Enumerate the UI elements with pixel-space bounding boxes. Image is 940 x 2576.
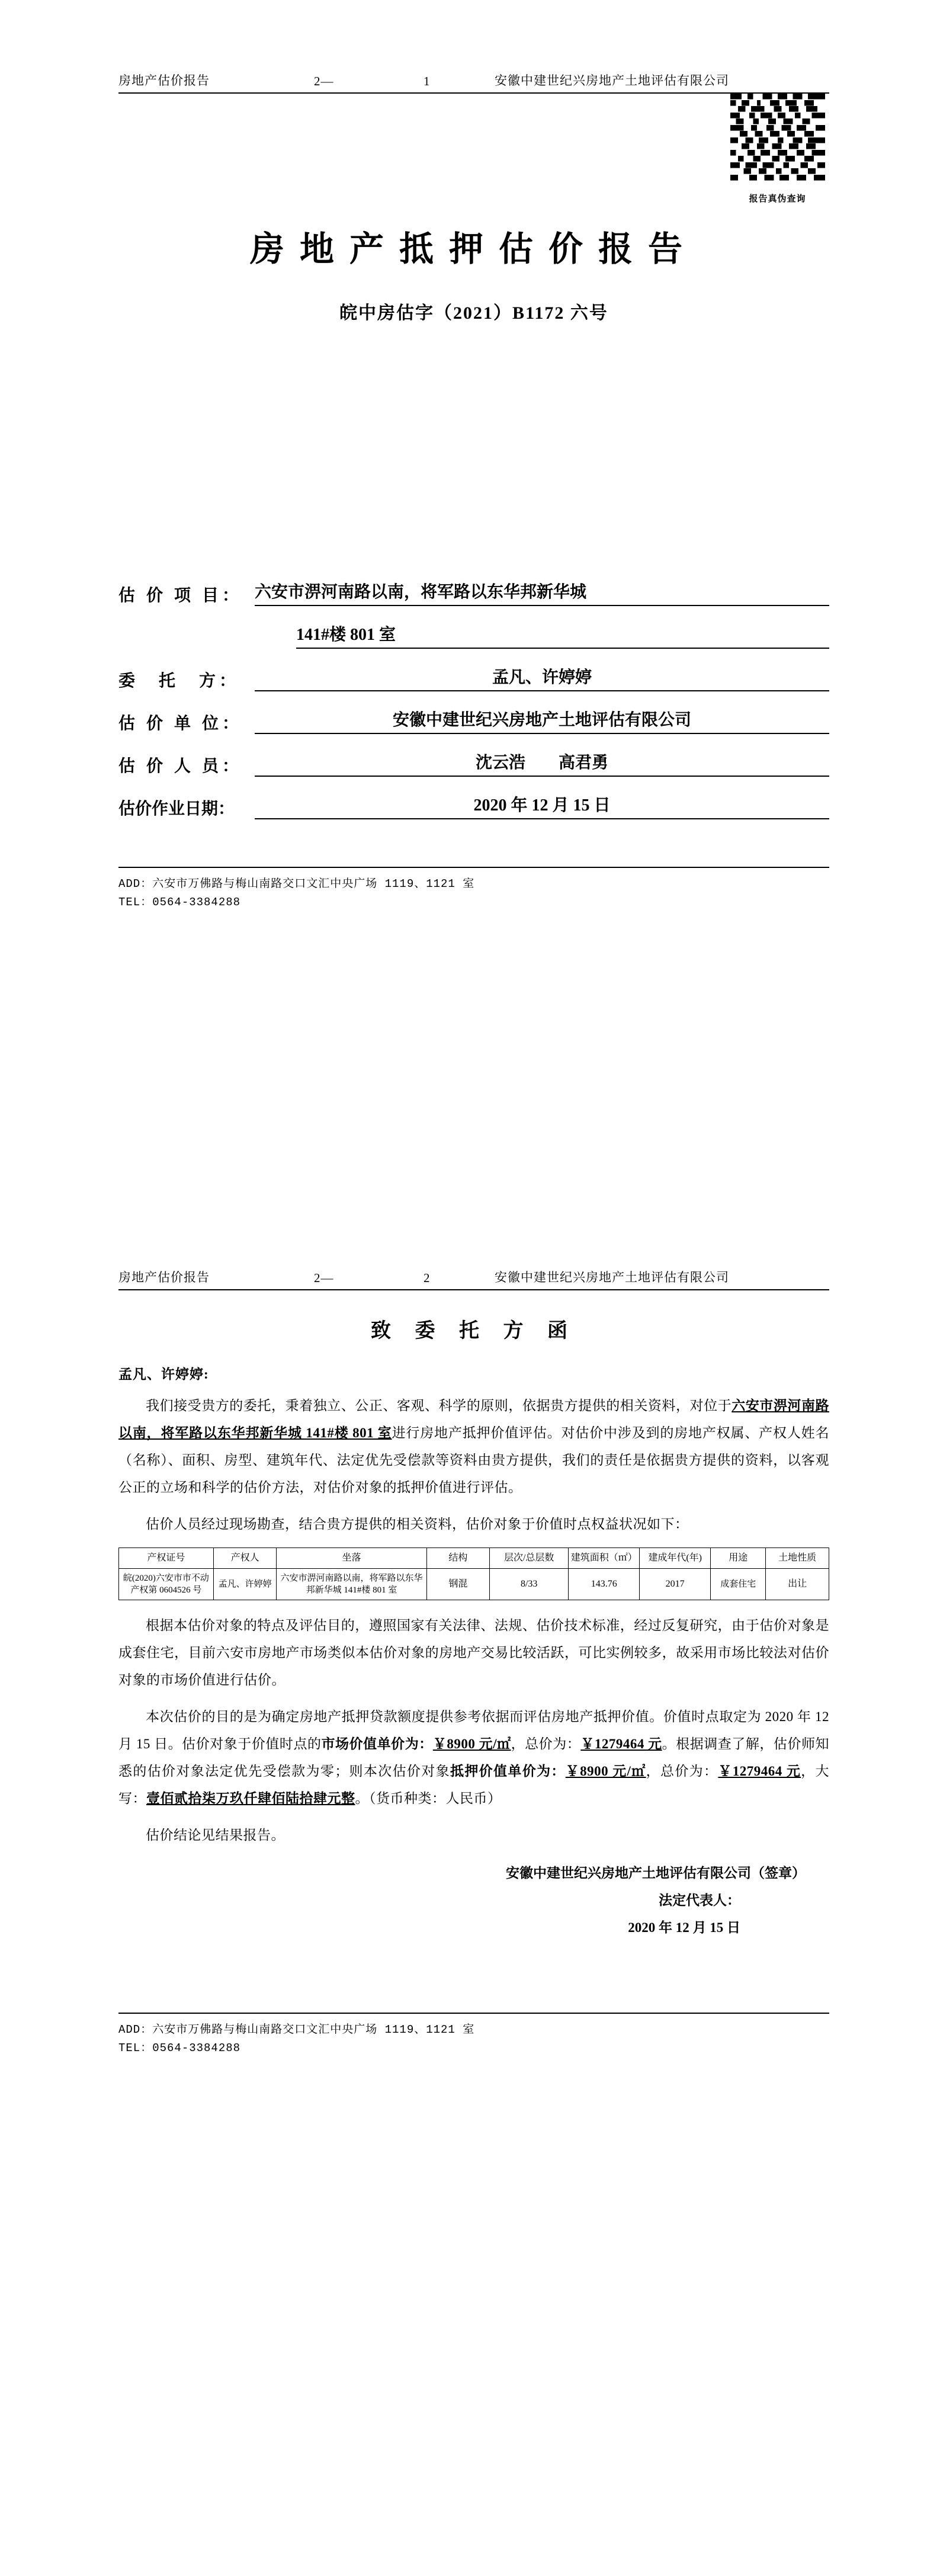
para4-part-a: 本次估价的目的是为确定房地产抵押贷款额度提供参考依据而评估房地产抵押价值。价值时点取定为 2020 年 12 月 15 日。估价对象于价值时点的 xyxy=(118,1709,829,1752)
para1-part-b: 进行房地产抵押价值评估。对估价中涉及到的房地产权属、产权人姓名（名称）、面积、房型、建筑年代、法定优先受偿款等资料由贵方提供，我们的责任是依据贵方提供的资料，以客观公正的立场和科学的估价方法，对估价对象的抵押价值进行评估。 xyxy=(118,1425,830,1495)
letter-paragraph-5: 估价结论见结果报告。 xyxy=(146,1828,285,1843)
running-header-2 xyxy=(118,1268,829,1290)
letter-paragraph-4 xyxy=(118,1703,829,1812)
field-label-appraisal-company: 估 价 单 位： xyxy=(118,715,243,733)
running-header-page-prefix: 2— xyxy=(314,74,334,88)
qr-caption: 报告真伪查询 xyxy=(749,194,806,204)
th-land-nature: 土地性质 xyxy=(766,1548,829,1569)
td-structure: 钢混 xyxy=(426,1568,490,1600)
td-floor: 8/33 xyxy=(490,1568,569,1600)
para4-part-d: 。根据调查了解，估价师知悉的估价对象法定优先受偿款为零；则本次估价对象 xyxy=(118,1736,830,1779)
cover-tel: TEL：0564-3384288 xyxy=(118,896,241,909)
field-label-project: 估 价 项 目： xyxy=(118,587,243,605)
para4-market-total-price: ￥1279464 元 xyxy=(580,1736,662,1752)
para4-amount-in-words: 壹佰贰拾柒万玖仟肆佰陆拾肆元整 xyxy=(146,1791,355,1806)
th-cert-no: 产权证号 xyxy=(119,1548,214,1569)
field-project xyxy=(118,579,829,606)
letter-tel: TEL：0564-3384288 xyxy=(118,2042,241,2055)
para4-mortgage-unit-price: ￥8900 元/㎡ xyxy=(565,1764,646,1779)
cover-sheet xyxy=(118,71,829,912)
field-work-date xyxy=(118,792,829,819)
property-table xyxy=(118,1547,829,1600)
running-header-1 xyxy=(118,71,829,94)
th-owner: 产权人 xyxy=(213,1548,277,1569)
spacer xyxy=(118,621,296,649)
field-project-cont xyxy=(118,621,829,649)
cover-address: ADD：六安市万佛路与梅山南路交口文汇中央广场 1119、1121 室 xyxy=(118,877,475,890)
table-row xyxy=(119,1568,829,1600)
para4-part-c: ，总价为： xyxy=(511,1736,581,1752)
para4-mortgage-total-price: ￥1279464 元 xyxy=(718,1764,801,1779)
page-title: 房地产抵押估价报告 xyxy=(249,230,698,268)
letter-paragraph-2: 估价人员经过现场勘查，结合贵方提供的相关资料，估价对象于价值时点权益状况如下： xyxy=(146,1517,689,1531)
th-area: 建筑面积（㎡） xyxy=(569,1548,640,1569)
field-label-appraisers: 估 价 人 员： xyxy=(118,757,243,776)
para4-mortgage-unit-label: 抵押价值单价为： xyxy=(450,1764,566,1779)
field-value-appraisal-company: 安徽中建世纪兴房地产土地评估有限公司 xyxy=(255,707,829,734)
field-client xyxy=(118,664,829,691)
td-cert-no: 皖(2020)六安市市不动产权第 0604526 号 xyxy=(119,1568,214,1600)
field-value-project-cont: 141#楼 801 室 xyxy=(296,621,829,649)
running-header-left-2: 房地产估价报告 xyxy=(118,1270,210,1284)
td-owner: 孟凡、许婷婷 xyxy=(213,1568,277,1600)
running-header-page-prefix-2: 2— xyxy=(314,1271,334,1285)
th-location: 坐落 xyxy=(277,1548,426,1569)
td-use: 成套住宅 xyxy=(711,1568,766,1600)
field-value-work-date: 2020 年 12 月 15 日 xyxy=(255,792,829,819)
signature-company: 安徽中建世纪兴房地产土地评估有限公司（签章） xyxy=(506,1866,806,1881)
para1-part-a: 我们接受贵方的委托，秉着独立、公正、客观、科学的原则，依据贵方提供的相关资料，对位于 xyxy=(146,1398,732,1413)
th-build-year: 建成年代(年) xyxy=(640,1548,711,1569)
para4-market-unit-label: 市场价值单价为： xyxy=(321,1736,433,1752)
running-header-left: 房地产估价报告 xyxy=(118,73,210,88)
letter-salutation: 孟凡、许婷婷: xyxy=(118,1367,209,1382)
para1-subject-link: 六安市淠河南路以南，将军路以东华邦新华城 141#楼 801 室 xyxy=(118,1398,830,1440)
field-value-appraisers: 沈云浩 高君勇 xyxy=(255,749,829,777)
letter-address: ADD：六安市万佛路与梅山南路交口文汇中央广场 1119、1121 室 xyxy=(118,2023,475,2037)
signature-block xyxy=(118,1860,829,1941)
cover-fields xyxy=(118,579,829,819)
td-land-nature: 出让 xyxy=(766,1568,829,1600)
qr-code-icon xyxy=(730,94,825,188)
field-label-work-date: 估价作业日期： xyxy=(118,800,235,818)
para4-part-e: ，总价为： xyxy=(646,1764,718,1779)
running-header-company-2: 安徽中建世纪兴房地产土地评估有限公司 xyxy=(495,1270,729,1284)
th-structure: 结构 xyxy=(426,1548,490,1569)
letter-paragraph-1 xyxy=(118,1392,829,1501)
letter-address-block xyxy=(118,2013,829,2058)
letter-paragraph-3: 根据本估价对象的特点及评估目的，遵照国家有关法律、法规、估价技术标准，经过反复研究，由于估价对象是成套住宅，目前六安市房地产市场类似本估价对象的房地产交易比较活跃，可比实例较多，故采用市场比较法对估价对象的市场价值进行估价。 xyxy=(118,1618,829,1688)
running-header-page-number-2: 2 xyxy=(424,1271,431,1285)
signature-date: 2020 年 12 月 15 日 xyxy=(628,1920,740,1936)
qr-block xyxy=(726,94,829,204)
field-value-project: 六安市淠河南路以南，将军路以东华邦新华城 xyxy=(255,579,829,606)
field-label-client: 委 托 方： xyxy=(118,672,240,690)
para4-part-g: 。（货币种类：人民币） xyxy=(355,1791,502,1806)
field-appraisal-company xyxy=(118,707,829,734)
td-build-year: 2017 xyxy=(640,1568,711,1600)
td-area: 143.76 xyxy=(569,1568,640,1600)
qr-area xyxy=(118,94,829,221)
para4-market-unit-price: ￥8900 元/㎡ xyxy=(432,1736,511,1752)
th-floor: 层次/总层数 xyxy=(490,1548,569,1569)
field-value-client: 孟凡、许婷婷 xyxy=(255,664,829,691)
th-use: 用途 xyxy=(711,1548,766,1569)
table-header-row xyxy=(119,1548,829,1569)
field-appraisers xyxy=(118,749,829,777)
running-header-company: 安徽中建世纪兴房地产土地评估有限公司 xyxy=(495,73,729,88)
running-header-page-number: 1 xyxy=(424,74,431,88)
para4-part-f: ，大写： xyxy=(118,1764,830,1806)
report-code: 皖中房估字（2021）B1172 六号 xyxy=(339,303,608,323)
letter-sheet xyxy=(118,1268,829,2058)
cover-address-block xyxy=(118,867,829,912)
signature-legal-representative: 法定代表人： xyxy=(659,1893,740,1908)
letter-title: 致 委 托 方 函 xyxy=(371,1320,577,1342)
td-location: 六安市淠河南路以南，将军路以东华邦新华城 141#楼 801 室 xyxy=(277,1568,426,1600)
